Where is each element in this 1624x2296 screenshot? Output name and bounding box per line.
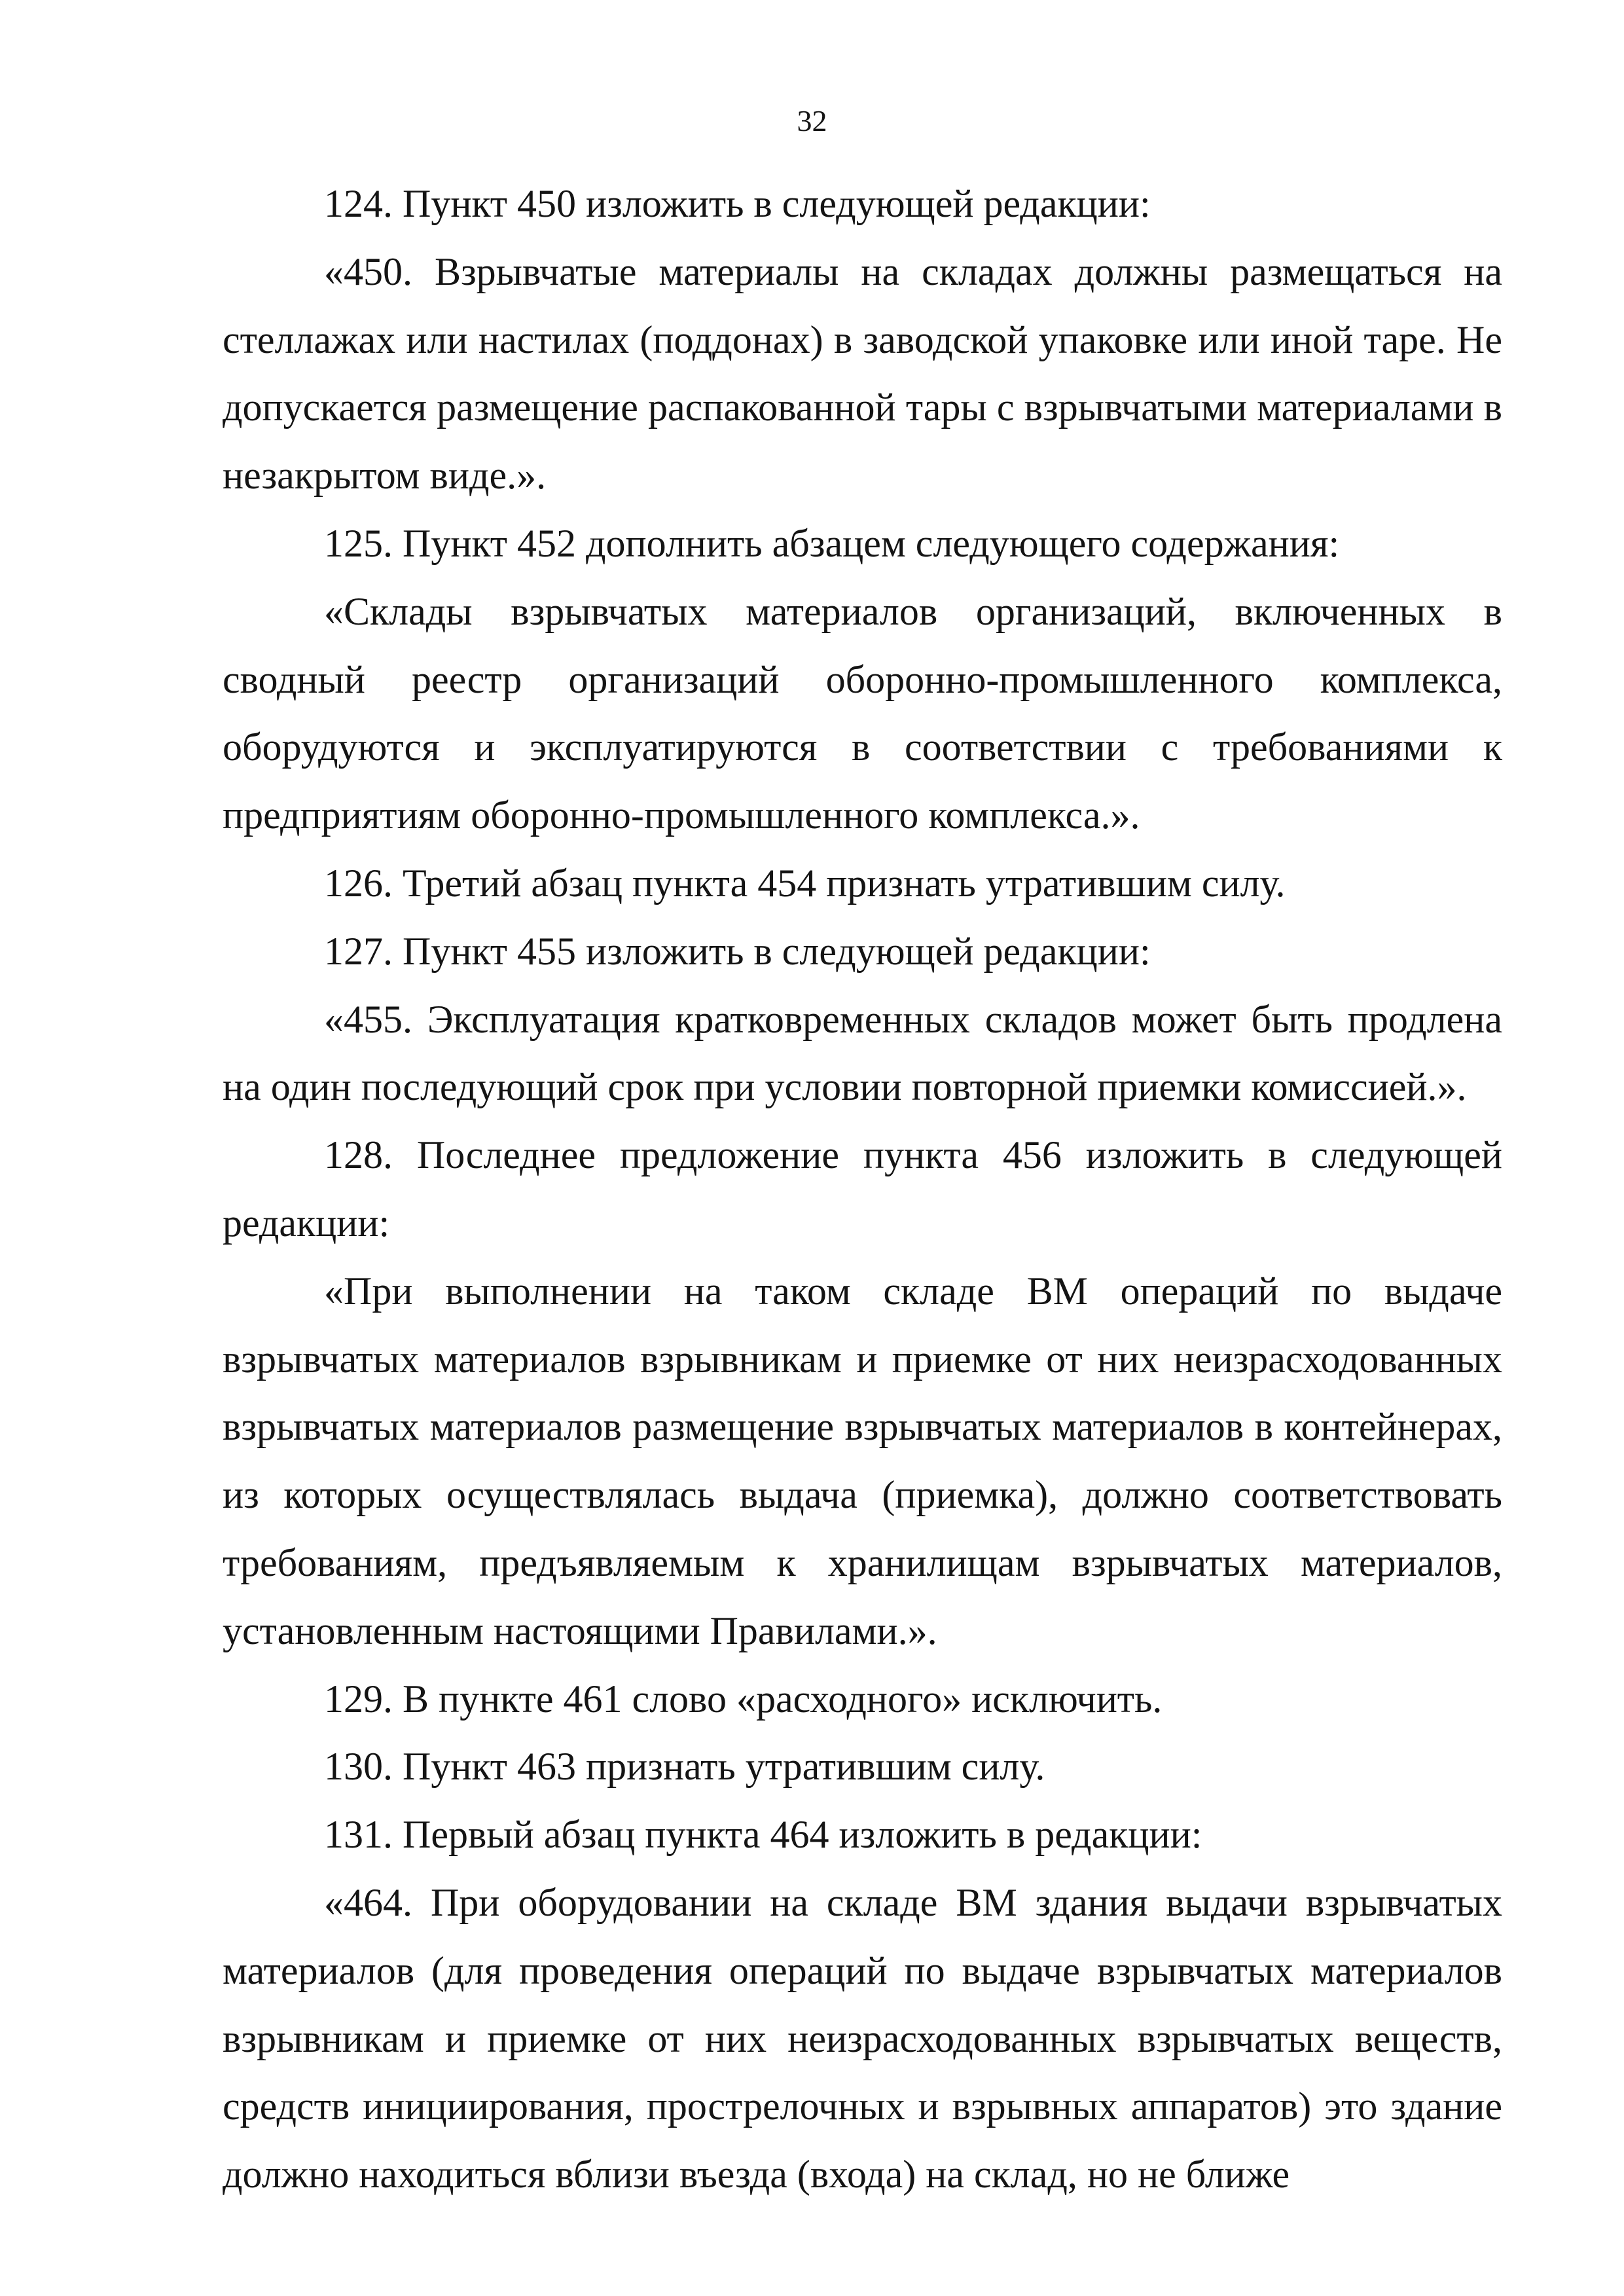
paragraph-quote-456: «При выполнении на таком складе ВМ операций по выдаче взрывчатых материалов взрывникам и приемке от них неизрасходованных взрывчатых материалов размещение взрывчатых материалов в контейнерах, из которых осуществлялась выдача (приемка), должно соответствовать требованиям, предъявляемым к хранилищам взрывчатых материалов, установленным настоящими Правилами.».	[223, 1269, 1502, 1652]
paragraph-item-125: 125. Пункт 452 дополнить абзацем следующего содержания:	[324, 521, 1340, 565]
paragraph-item-127: 127. Пункт 455 изложить в следующей редакции:	[324, 929, 1151, 973]
page-number: 32	[797, 104, 827, 137]
paragraph-item-130: 130. Пункт 463 признать утратившим силу.	[324, 1745, 1045, 1789]
document-body	[223, 170, 1502, 2209]
paragraph-quote-452: «Склады взрывчатых материалов организаций, включенных в сводный реестр организаций оборонно-промышленного комплекса, оборудуются и эксплуатируются в соответствии с требованиями к предприятиям оборонно-промышленного комплекса.».	[223, 589, 1502, 837]
paragraph-item-126: 126. Третий абзац пункта 454 признать утратившим силу.	[324, 861, 1286, 905]
paragraph-quote-450: «450. Взрывчатые материалы на складах должны размещаться на стеллажах или настилах (поддонах) в заводской упаковке или иной таре. Не допускается размещение распакованной тары с взрывчатыми материалами в незакрытом виде.».	[223, 249, 1502, 498]
paragraph-quote-464: «464. При оборудовании на складе ВМ здания выдачи взрывчатых материалов (для проведения операций по выдаче взрывчатых материалов взрывникам и приемке от них неизрасходованных взрывчатых веществ, средств инициирования, прострелочных и взрывных аппаратов) это здание должно находиться вблизи въезда (входа) на склад, но не ближе	[223, 1880, 1502, 2196]
paragraph-quote-455: «455. Эксплуатация кратковременных складов может быть продлена на один последующий срок при условии повторной приемки комиссией.».	[223, 997, 1502, 1109]
paragraph-item-128: 128. Последнее предложение пункта 456 изложить в следующей редакции:	[223, 1133, 1502, 1245]
paragraph-item-124: 124. Пункт 450 изложить в следующей редакции:	[324, 182, 1151, 225]
paragraph-item-129: 129. В пункте 461 слово «расходного» исключить.	[324, 1677, 1163, 1721]
paragraph-item-131: 131. Первый абзац пункта 464 изложить в редакции:	[324, 1813, 1202, 1857]
